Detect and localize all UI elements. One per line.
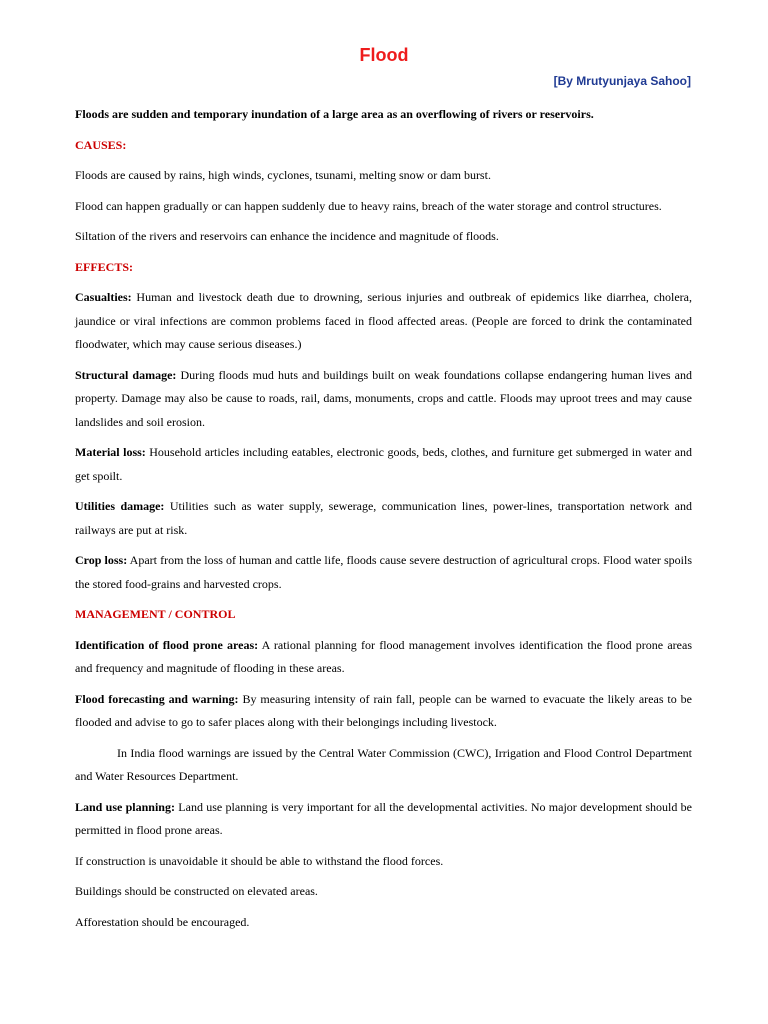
management-item-identification (75, 634, 692, 681)
causes-heading: CAUSES: (75, 137, 127, 152)
intro-paragraph: Floods are sudden and temporary inundation of a large area as an overflowing of rivers or reservoirs. (75, 107, 594, 121)
effects-item-casualties (75, 286, 692, 357)
item-text: Utilities such as water supply, sewerage, communication lines, power-lines, transportation network and railways are put at risk. (75, 499, 693, 537)
document-title: Flood (359, 45, 409, 65)
effects-item-crop-loss (75, 549, 692, 596)
item-text: By measuring intensity of rain fall, people can be warned to evacuate the likely areas to be flooded and advise to go to safer places along with their belongings including livestock. (75, 691, 692, 729)
effects-item-structural-damage (75, 364, 692, 435)
document-body (75, 103, 692, 941)
item-label: Casualties: (75, 290, 132, 304)
closing-paragraph: If construction is unavoidable it should be able to withstand the flood forces. (75, 853, 444, 868)
closing-paragraph: Buildings should be constructed on elevated areas. (75, 884, 318, 898)
item-text: Household articles including eatables, electronic goods, beds, clothes, and furniture get submerged in water and get spoilt. (75, 445, 692, 483)
closing-paragraph: Afforestation should be encouraged. (75, 914, 250, 929)
item-text: A rational planning for flood management involves identification the flood prone areas and frequency and magnitude of flooding in these areas. (75, 637, 692, 675)
causes-paragraph: Floods are caused by rains, high winds, cyclones, tsunami, melting snow or dam burst. (75, 168, 491, 182)
causes-paragraph: Siltation of the rivers and reservoirs can enhance the incidence and magnitude of floods. (75, 229, 499, 243)
item-label: Land use planning: (75, 799, 175, 814)
management-item-land-use (75, 796, 692, 843)
cwc-paragraph: In India flood warnings are issued by the Central Water Commission (CWC), Irrigation and Flood Control Department and Water Resources Department. (75, 745, 692, 783)
management-heading: MANAGEMENT / CONTROL (75, 607, 236, 621)
item-label: Identification of flood prone areas: (75, 637, 259, 652)
item-label: Material loss: (75, 445, 146, 459)
item-text: Human and livestock death due to drowning, serious injuries and outbreak of epidemics like diarrhea, cholera, jaundice or viral infections are common problems faced in flood affected areas. (People are forced to drink the contaminated floodwater, which may cause serious diseases.) (75, 290, 692, 351)
effects-item-material-loss (75, 441, 692, 488)
item-text: Apart from the loss of human and cattle life, floods cause severe destruction of agricultural crops. Flood water spoils the stored food-grains and harvested crops. (75, 553, 692, 591)
management-item-forecasting (75, 688, 692, 735)
effects-item-utilities-damage (75, 495, 692, 542)
item-text: During floods mud huts and buildings built on weak foundations collapse endangering human lives and property. Damage may also be cause to roads, rail, dams, monuments, crops and cattle. Floods may uproot trees and may cause landslides and soil erosion. (75, 367, 692, 429)
author-byline: [By Mrutyunjaya Sahoo] (553, 74, 691, 88)
item-label: Flood forecasting and warning: (75, 691, 239, 706)
item-label: Structural damage: (75, 367, 177, 382)
item-label: Utilities damage: (75, 499, 165, 513)
effects-heading: EFFECTS: (75, 259, 134, 274)
item-text: Land use planning is very important for all the developmental activities. No major development should be permitted in flood prone areas. (75, 799, 692, 837)
item-label: Crop loss: (75, 553, 128, 567)
causes-paragraph: Flood can happen gradually or can happen suddenly due to heavy rains, breach of the water storage and control structures. (75, 198, 662, 213)
